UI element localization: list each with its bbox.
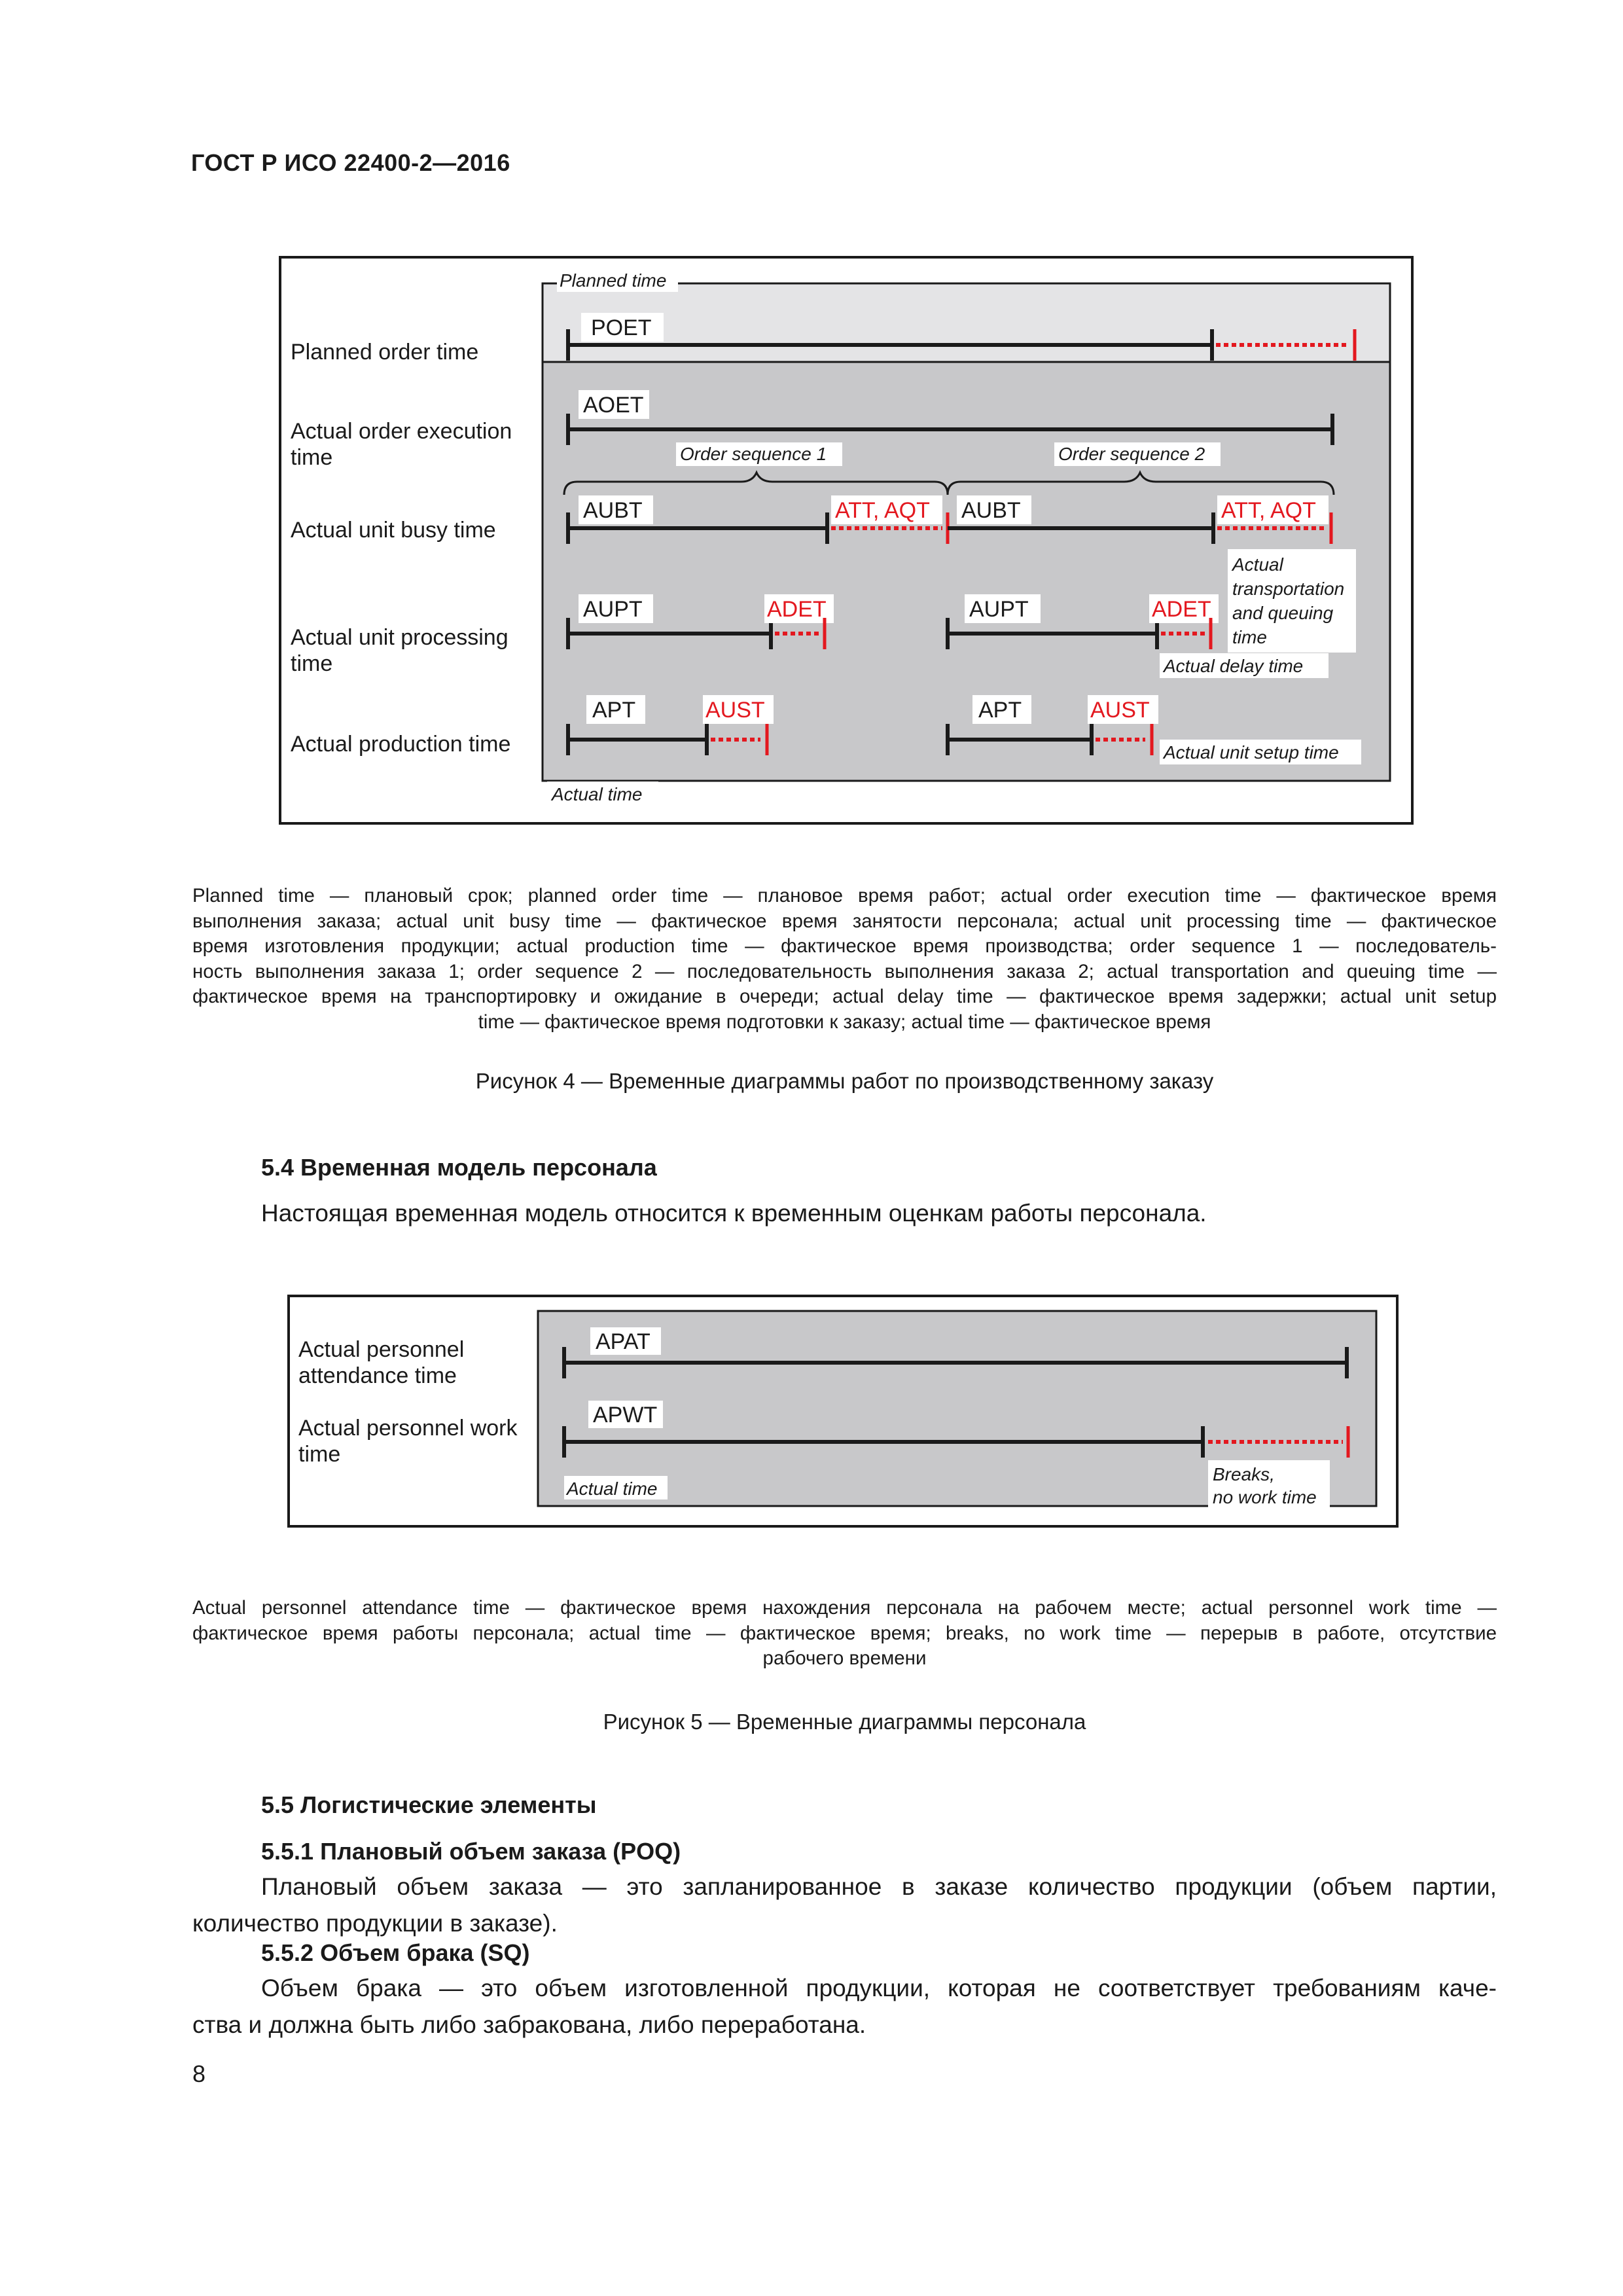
apwt-label: APWT	[593, 1403, 658, 1427]
row-label-unit-processing: Actual unit processing	[291, 625, 508, 650]
row-label-production: Actual production time	[291, 732, 511, 757]
page-number: 8	[192, 2060, 206, 2087]
apat-label: APAT	[596, 1329, 651, 1354]
document-header: ГОСТ Р ИСО 22400-2—2016	[191, 149, 510, 176]
paragraph-line: ства и должна быть либо забракована, либо переработана.	[192, 2011, 866, 2038]
aupt-2-label: AUPT	[969, 597, 1029, 622]
transport-note-line-4: time	[1232, 627, 1267, 647]
planned-time-panel	[543, 283, 1390, 362]
adet-2-label: ADET	[1152, 597, 1211, 622]
section-5-5-heading: 5.5 Логистические элементы	[261, 1791, 597, 1818]
breaks-note-line-2: no work time	[1213, 1487, 1317, 1507]
section-5-5-2-text	[192, 1970, 1497, 2043]
paragraph-line: Плановый объем заказа — это запланированное в заказе количество продукции (объем партии,	[261, 1873, 1497, 1900]
apt-1-label: APT	[592, 698, 636, 723]
setup-note: Actual unit setup time	[1164, 742, 1339, 762]
adet-1-label: ADET	[767, 597, 827, 622]
section-5-5-1-heading: 5.5.1 Плановый объем заказа (POQ)	[261, 1838, 681, 1865]
row-label-work-2: time	[298, 1442, 341, 1467]
caption-line: time — фактическое время подготовки к заказу; actual time — фактическое время	[478, 1011, 1211, 1033]
section-5-4-text: Настоящая временная модель относится к временным оценкам работы персонала.	[261, 1200, 1207, 1227]
aust-2-label: AUST	[1090, 698, 1150, 723]
caption-line: выполнения заказа; actual unit busy time — фактическое время занятости персонала; actual unit processing time — фактическое	[192, 910, 1497, 932]
row-label-planned-order: Planned order time	[291, 340, 479, 365]
caption-line: Actual personnel attendance time — фактическое время нахождения персонала на рабочем месте; actual personnel work time —	[192, 1597, 1497, 1619]
poet-label: POET	[591, 315, 652, 340]
figure-5-caption	[192, 1596, 1497, 1672]
row-label-order-execution: Actual order execution	[291, 419, 512, 444]
figure-5-actual-time-label: Actual time	[567, 1479, 658, 1499]
order-sequence-1-label: Order sequence 1	[680, 444, 827, 464]
actual-time-label: Actual time	[552, 784, 643, 804]
figure-4-title: Рисунок 4 — Временные диаграммы работ по производственному заказу	[475, 1069, 1214, 1093]
transport-note-line-3: and queuing	[1232, 603, 1334, 623]
apt-2-label: APT	[978, 698, 1022, 723]
aupt-1-label: AUPT	[583, 597, 643, 622]
aubt-2-label: AUBT	[961, 498, 1021, 523]
att-aqt-1-label: ATT, AQT	[835, 498, 930, 523]
aoet-label: AOET	[583, 393, 644, 418]
section-5-4-heading: 5.4 Временная модель персонала	[261, 1154, 657, 1181]
att-aqt-2-label: ATT, AQT	[1221, 498, 1316, 523]
row-label-attendance: Actual personnel	[298, 1337, 465, 1362]
caption-line: ность выполнения заказа 1; order sequence 2 — последовательность выполнения заказа 2; actual transportation and queuing time —	[192, 960, 1497, 982]
transport-note-line-2: transportation	[1232, 579, 1345, 599]
breaks-note-line-1: Breaks,	[1213, 1464, 1275, 1484]
caption-line: фактическое время на транспортировку и ожидание в очереди; actual delay time — фактическое время задержки; actual unit setup	[192, 986, 1497, 1007]
caption-line: Planned time — плановый срок; planned order time — плановое время работ; actual order execution time — фактическое время	[192, 885, 1497, 906]
caption-line: рабочего времени	[762, 1647, 927, 1669]
row-label-unit-processing-2: time	[291, 651, 333, 676]
section-5-5-2-heading: 5.5.2 Объем брака (SQ)	[261, 1939, 530, 1966]
section-5-5-1-text	[192, 1869, 1497, 1942]
row-label-unit-busy: Actual unit busy time	[291, 518, 496, 543]
aubt-1-label: AUBT	[583, 498, 643, 523]
caption-line: время изготовления продукции; actual production time — фактическое время производства; order sequence 1 — последователь-	[192, 935, 1497, 957]
paragraph-line: Объем брака — это объем изготовленной продукции, которая не соответствует требованиям каче-	[261, 1975, 1497, 2001]
transport-note-line-1: Actual	[1232, 554, 1283, 575]
order-sequence-2-label: Order sequence 2	[1058, 444, 1205, 464]
figure-5-diagram	[0, 1244, 1623, 1545]
planned-time-label: Planned time	[560, 270, 667, 291]
row-label-order-execution-2: time	[291, 445, 333, 470]
figure-5-title: Рисунок 5 — Временные диаграммы персонала	[603, 1710, 1086, 1734]
row-label-work: Actual personnel work	[298, 1416, 518, 1441]
paragraph-line: количество продукции в заказе).	[192, 1910, 558, 1937]
figure-4-caption	[192, 884, 1497, 1035]
delay-note: Actual delay time	[1164, 656, 1304, 676]
figure-4-diagram	[0, 0, 1623, 851]
row-label-attendance-2: attendance time	[298, 1363, 457, 1388]
caption-line: фактическое время работы персонала; actual time — фактическое время; breaks, no work time — перерыв в работе, отсутствие	[192, 1622, 1497, 1644]
aust-1-label: AUST	[705, 698, 765, 723]
